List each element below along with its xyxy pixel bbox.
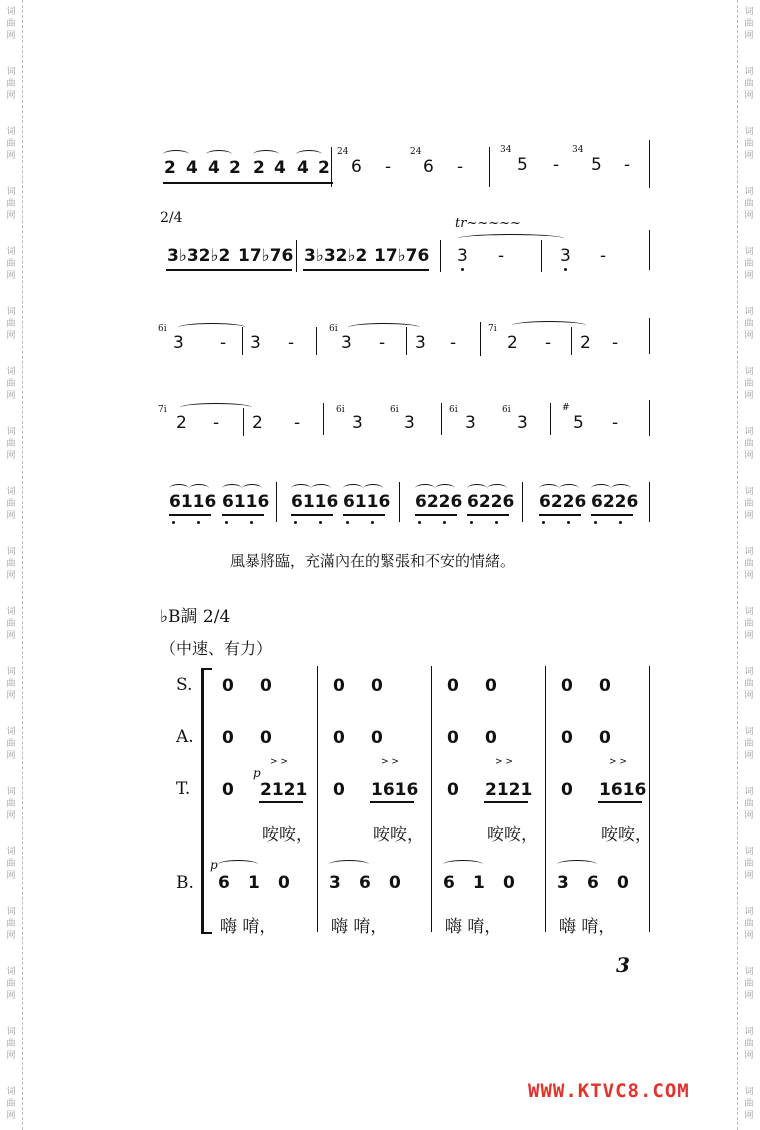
note: 4: [297, 158, 309, 178]
watermark-glyphs: 词 曲 网: [6, 907, 16, 941]
accent-marks: > >: [270, 757, 288, 767]
tenor-rest: 0: [333, 780, 345, 800]
watermark-glyphs: 词 曲 网: [744, 667, 754, 701]
dash: -: [288, 333, 295, 353]
note: 2: [318, 158, 330, 178]
page-number: 3: [616, 953, 630, 977]
note-group: 6116: [222, 492, 270, 512]
time-signature: 2/4: [160, 210, 183, 226]
watermark-glyphs: 词 曲 网: [744, 487, 754, 521]
grace-notes: 7i: [488, 324, 497, 334]
site-watermark: WWW.KTVC8.COM: [528, 1080, 690, 1102]
note: 3: [560, 246, 571, 266]
alto-note: 0: [561, 728, 573, 748]
watermark-glyphs: 词 曲 网: [6, 127, 16, 161]
grace-notes: 24: [410, 147, 422, 157]
watermark-glyphs: 词 曲 网: [6, 487, 16, 521]
accent-marks: > >: [609, 757, 627, 767]
tenor-lyric: 咹咹，: [373, 825, 424, 845]
grace-notes: 6i: [329, 324, 338, 334]
bass-note: 0: [617, 873, 629, 893]
tenor-rest: 0: [222, 780, 234, 800]
bass-note: 0: [389, 873, 401, 893]
note: 6: [423, 157, 434, 177]
note: 3: [173, 333, 184, 353]
note: 2: [229, 158, 241, 178]
voice-label-b: B.: [176, 873, 194, 893]
bass-note: 6: [218, 873, 230, 893]
note: 2: [507, 333, 518, 353]
watermark-glyphs: 词 曲 网: [744, 247, 754, 281]
note-group: 6226: [415, 492, 463, 512]
watermark-glyphs: 词 曲 网: [6, 847, 16, 881]
voice-label-a: A.: [176, 727, 194, 747]
accent-marks: > >: [495, 757, 513, 767]
watermark-glyphs: 词 曲 网: [6, 307, 16, 341]
bass-lyric: 嗨 唷，: [559, 917, 616, 937]
dash: -: [498, 246, 505, 266]
note-group: 6226: [539, 492, 587, 512]
soprano-note: 0: [222, 676, 234, 696]
note: 3: [517, 413, 528, 433]
watermark-glyphs: 词 曲 网: [6, 367, 16, 401]
dash: -: [294, 413, 301, 433]
watermark-glyphs: 词 曲 网: [744, 907, 754, 941]
note-group: 6116: [291, 492, 339, 512]
watermark-glyphs: 词 曲 网: [6, 667, 16, 701]
dash: -: [213, 413, 220, 433]
note-group: 6116: [343, 492, 391, 512]
note-group: 6116: [169, 492, 217, 512]
tenor-note-group: 1616: [371, 780, 419, 800]
watermark-glyphs: 词 曲 网: [744, 727, 754, 761]
grace-notes: 6i: [336, 405, 345, 415]
bass-note: 3: [557, 873, 569, 893]
bass-note: 0: [503, 873, 515, 893]
dash: -: [457, 157, 464, 177]
dash: -: [612, 333, 619, 353]
dash: -: [450, 333, 457, 353]
watermark-glyphs: 词 曲 网: [744, 1027, 754, 1061]
tenor-note-group: 2121: [260, 780, 308, 800]
grace-notes: 7i: [158, 405, 167, 415]
alto-note: 0: [333, 728, 345, 748]
grace-notes: 34: [500, 145, 512, 155]
watermark-glyphs: 词 曲 网: [6, 727, 16, 761]
soprano-note: 0: [561, 676, 573, 696]
watermark-glyphs: 词 曲 网: [744, 187, 754, 221]
note: 3: [457, 246, 468, 266]
soprano-note: 0: [260, 676, 272, 696]
grace-notes: 34: [572, 145, 584, 155]
note: 2: [580, 333, 591, 353]
note: 5: [573, 413, 584, 433]
dash: -: [545, 333, 552, 353]
tenor-lyric: 咹咹，: [262, 825, 313, 845]
alto-note: 0: [447, 728, 459, 748]
grace-notes: 6i: [502, 405, 511, 415]
tempo-marking: （中速、有力）: [160, 639, 273, 658]
soprano-note: 0: [371, 676, 383, 696]
alto-note: 0: [485, 728, 497, 748]
watermark-glyphs: 词 曲 网: [744, 1087, 754, 1121]
bass-note: 3: [329, 873, 341, 893]
system-brace: [201, 668, 212, 934]
tenor-rest: 0: [561, 780, 573, 800]
accent-marks: > >: [381, 757, 399, 767]
note: 5: [591, 155, 602, 175]
bass-lyric: 嗨 唷，: [220, 917, 277, 937]
soprano-note: 0: [333, 676, 345, 696]
dash: -: [385, 157, 392, 177]
alto-note: 0: [371, 728, 383, 748]
dash: -: [612, 413, 619, 433]
grace-notes: 6i: [158, 324, 167, 334]
watermark-glyphs: 词 曲 网: [744, 847, 754, 881]
key-signature: ♭B調 2/4: [160, 607, 231, 627]
trill-mark: tr~~~~~: [455, 216, 521, 231]
watermark-glyphs: 词 曲 网: [6, 1087, 16, 1121]
bass-note: 0: [278, 873, 290, 893]
watermark-glyphs: 词 曲 网: [6, 427, 16, 461]
watermark-glyphs: 词 曲 网: [6, 787, 16, 821]
watermark-glyphs: 词 曲 网: [744, 7, 754, 41]
dynamic-mark: p: [253, 766, 261, 780]
grace-notes: 6i: [449, 405, 458, 415]
bass-note: 6: [443, 873, 455, 893]
expression-caption: 風暴將臨，充滿內在的緊張和不安的情緒。: [230, 552, 516, 570]
voice-label-t: T.: [176, 779, 191, 799]
note: 3: [250, 333, 261, 353]
note: 3: [465, 413, 476, 433]
note: 3: [415, 333, 426, 353]
watermark-glyphs: 词 曲 网: [744, 547, 754, 581]
note: 6: [351, 157, 362, 177]
watermark-glyphs: 词 曲 网: [744, 427, 754, 461]
note: 4: [274, 158, 286, 178]
note: 3: [352, 413, 363, 433]
note: 2: [252, 413, 263, 433]
watermark-glyphs: 词 曲 网: [744, 127, 754, 161]
watermark-glyphs: 词 曲 网: [6, 187, 16, 221]
voice-label-s: S.: [176, 675, 193, 695]
bass-note: 6: [359, 873, 371, 893]
watermark-glyphs: 词 曲 网: [744, 787, 754, 821]
grace-notes: 24: [337, 147, 349, 157]
watermark-glyphs: 词 曲 网: [744, 67, 754, 101]
bass-note: 1: [473, 873, 485, 893]
soprano-note: 0: [447, 676, 459, 696]
tenor-note-group: 2121: [485, 780, 533, 800]
note-group: 17♭76: [374, 246, 430, 266]
watermark-glyphs: 词 曲 网: [6, 607, 16, 641]
watermark-glyphs: 词 曲 网: [6, 7, 16, 41]
note-group: 6226: [591, 492, 639, 512]
watermark-glyphs: 词 曲 网: [6, 67, 16, 101]
watermark-glyphs: 词 曲 网: [744, 307, 754, 341]
soprano-note: 0: [599, 676, 611, 696]
watermark-glyphs: 词 曲 网: [744, 607, 754, 641]
watermark-glyphs: 词 曲 网: [6, 547, 16, 581]
note: 4: [208, 158, 220, 178]
tenor-lyric: 咹咹，: [601, 825, 652, 845]
note: 4: [186, 158, 198, 178]
tenor-note-group: 1616: [599, 780, 647, 800]
note-group: 3♭32♭2: [304, 246, 368, 266]
note: 2: [253, 158, 265, 178]
note-group: 17♭76: [238, 246, 294, 266]
dash: -: [624, 155, 631, 175]
note: 3: [341, 333, 352, 353]
soprano-note: 0: [485, 676, 497, 696]
bass-note: 1: [248, 873, 260, 893]
note: 2: [176, 413, 187, 433]
dash: -: [600, 246, 607, 266]
bass-lyric: 嗨 唷，: [331, 917, 388, 937]
dynamic-mark: p: [210, 858, 218, 872]
watermark-glyphs: 词 曲 网: [6, 247, 16, 281]
alto-note: 0: [599, 728, 611, 748]
watermark-glyphs: 词 曲 网: [6, 967, 16, 1001]
tenor-rest: 0: [447, 780, 459, 800]
note-group: 6226: [467, 492, 515, 512]
alto-note: 0: [222, 728, 234, 748]
tenor-lyric: 咹咹，: [487, 825, 538, 845]
bass-note: 6: [587, 873, 599, 893]
note: 3: [404, 413, 415, 433]
note-group: 3♭32♭2: [167, 246, 231, 266]
watermark-glyphs: 词 曲 网: [744, 967, 754, 1001]
grace-notes: 6i: [390, 405, 399, 415]
alto-note: 0: [260, 728, 272, 748]
note: 5: [517, 155, 528, 175]
watermark-glyphs: 词 曲 网: [6, 1027, 16, 1061]
bass-lyric: 嗨 唷，: [445, 917, 502, 937]
watermark-glyphs: 词 曲 网: [744, 367, 754, 401]
dash: -: [553, 155, 560, 175]
dash: -: [379, 333, 386, 353]
dash: -: [220, 333, 227, 353]
note: 2: [164, 158, 176, 178]
